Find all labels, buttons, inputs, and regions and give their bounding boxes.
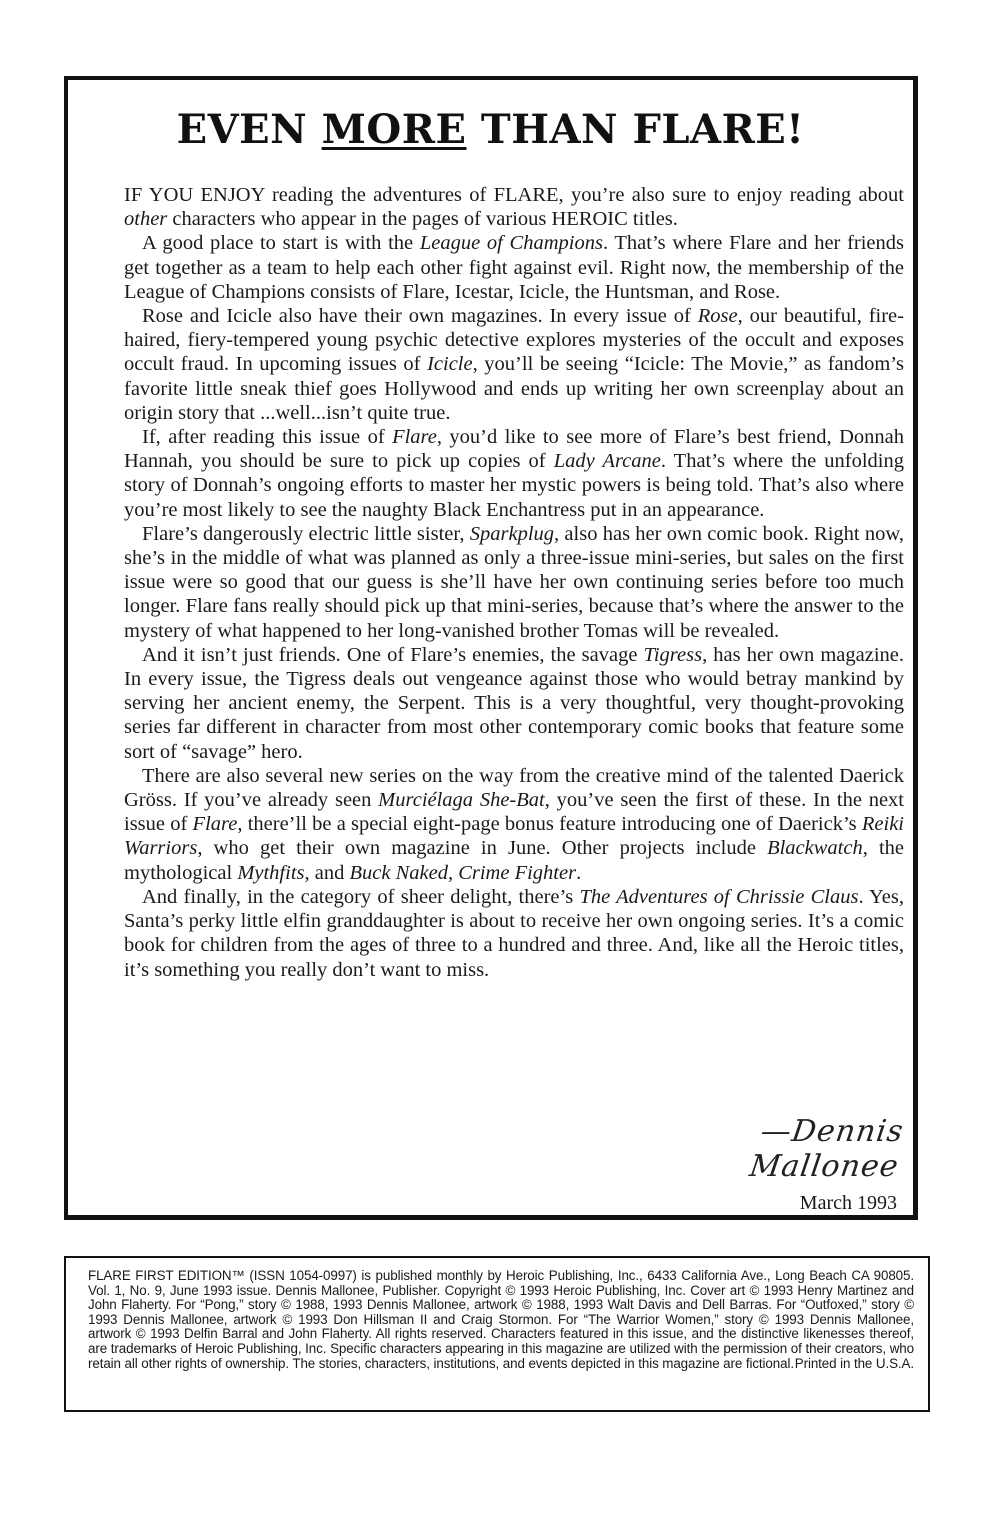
italic-title: Rose	[697, 305, 738, 328]
text-run: . That’s where the unfolding story of Donnah’s ongoing efforts to master her mystic powers is being told. That’s also where you’re most likely to see the naughty Black Enchantress put in an appearance.	[124, 450, 904, 521]
text-run: , you’ve seen the first of these. In the next issue of	[124, 789, 904, 836]
paragraph	[124, 885, 904, 982]
text-run: , there’ll be a special eight-page bonus feature introducing one of Daerick’s	[237, 813, 862, 836]
italic-title: Icicle	[427, 353, 473, 376]
legal-notice-box	[64, 1256, 930, 1412]
text-run: characters who appear in the pages of various HEROIC titles.	[167, 208, 678, 231]
text-run: . Yes, Santa’s perky little elfin granddaughter is about to receive her own ongoing series. It’s a comic book for children from the ages of three to a hundred and three. And, like all the Heroic titles, it’s something you really don’t want to miss.	[124, 885, 905, 981]
headline-part1: EVEN	[176, 106, 322, 153]
text-run: Flare’s dangerously electric little sister,	[142, 522, 470, 545]
legal-notice-text: FLARE FIRST EDITION™ (ISSN 1054-0997) is published monthly by Heroic Publishing, Inc., 6433 California Ave., Long Beach CA 90805. Vol. 1, No. 9, June 1993 issue. Dennis Mallonee, Publisher. Copyright © 1993 Heroic Publishing, Inc. Cover art © 1993 Henry Martinez and John Flaherty. For “Pong,” story © 1988, 1993 Dennis Mallonee, artwork © 1988, 1993 Walt Davis and Dell Barras. For “Outfoxed,” story © 1993 Dennis Mallonee, artwork © 1993 Don Hillsman II and Craig Stormon. For “The Warrior Women,” story © 1993 Dennis Mallonee, artwork © 1993 Delfin Barral and John Flaherty. All rights reserved. Characters featured in this issue, and the distinctive likenesses thereof, are trademarks of Heroic Publishing, Inc. Specific characters appearing in this magazine are utilized with the permission of their creators, who retain all other rights of ownership. The stories, characters, institutions, and events depicted in this magazine are fictional.	[88, 1268, 914, 1371]
text-run: , who get their own magazine in June. Other projects include	[197, 837, 768, 860]
headline-part3: THAN FLARE!	[466, 106, 805, 153]
paragraph	[124, 522, 904, 643]
text-run: , you’d like to see more of Flare’s best friend, Donnah Hannah, you should be sure to pick up copies of	[124, 426, 904, 473]
italic-title: other	[124, 208, 168, 231]
headline-emphasis: MORE	[321, 106, 467, 153]
signature-block	[601, 1114, 906, 1215]
signature-date: March 1993	[799, 1192, 897, 1214]
printed-in-usa: Printed in the U.S.A.	[794, 1355, 914, 1371]
italic-title: League of Champions	[419, 232, 603, 255]
text-run: Rose and Icicle also have their own magazines. In every issue of	[142, 305, 698, 328]
text-run: , has her own magazine. In every issue, the Tigress deals out vengeance against those who would betray mankind by serving her ancient enemy, the Serpent. This is a very thoughtful, very thought-provoking series far different in character from most other contemporary comic books that feature some sort of “savage” hero.	[124, 643, 905, 763]
italic-title: Tigress	[643, 643, 703, 666]
editorial-body	[124, 183, 904, 982]
text-run: , also has her own comic book. Right now, she’s in the middle of what was planned as only a three-issue mini-series, but sales on the first issue were so good that our guess is she’ll have her own continuing series before too much longer. Flare fans really should pick up that mini-series, because that’s where the answer to the mystery of what happened to her long-vanished brother Tomas will be revealed.	[124, 522, 904, 642]
paragraph	[124, 764, 904, 885]
text-run: IF YOU ENJOY reading the adventures of FLARE, you’re also sure to enjoy reading about	[124, 184, 904, 206]
italic-title: Buck Naked, Crime Fighter	[349, 861, 577, 884]
text-run: , and	[304, 861, 350, 884]
italic-title: Murciélaga She-Bat	[378, 789, 545, 812]
text-run: And it isn’t just friends. One of Flare’s enemies, the savage	[142, 643, 644, 666]
editorial-box	[64, 76, 918, 1220]
text-run: If, after reading this issue of	[142, 426, 393, 449]
text-run: A good place to start is with the	[142, 232, 420, 255]
text-run: , our beautiful, fire-haired, fiery-tempered young psychic detective explores mysteries of the occult and exposes occult fraud. In upcoming issues of	[124, 305, 904, 376]
legal-notice	[88, 1269, 914, 1371]
italic-title: Flare	[192, 813, 238, 836]
text-run: , the mythological	[124, 837, 905, 884]
text-run: , you’ll be seeing “Icicle: The Movie,” as fandom’s favorite little sneak thief goes Hollywood and ends up writing her own screenplay about an origin story that ...well...isn’t quite true.	[124, 353, 904, 424]
italic-title: Sparkplug	[469, 522, 555, 545]
italic-title: Flare	[392, 426, 437, 449]
paragraph	[124, 643, 904, 764]
text-run: And finally, in the category of sheer delight, there’s	[142, 885, 580, 908]
italic-title: Mythfits	[237, 861, 305, 884]
italic-title: The Adventures of Chrissie Claus	[579, 885, 859, 908]
signature: —Dennis Mallonee	[747, 1114, 906, 1184]
paragraph	[124, 425, 904, 522]
paragraph	[124, 304, 904, 425]
italic-title: Reiki Warriors	[124, 813, 904, 860]
text-run: There are also several new series on the way from the creative mind of the talented Daerick Gröss. If you’ve already seen	[124, 764, 904, 812]
italic-title: Blackwatch	[767, 837, 863, 860]
text-run: .	[576, 861, 582, 884]
paragraph	[124, 231, 904, 304]
text-run: . That’s where Flare and her friends get together as a team to help each other fight against evil. Right now, the membership of the League of Champions consists of Flare, Icestar, Icicle, the Huntsman, and Rose.	[124, 232, 904, 303]
headline	[68, 106, 913, 154]
paragraph	[124, 183, 904, 231]
italic-title: Lady Arcane	[553, 450, 661, 473]
